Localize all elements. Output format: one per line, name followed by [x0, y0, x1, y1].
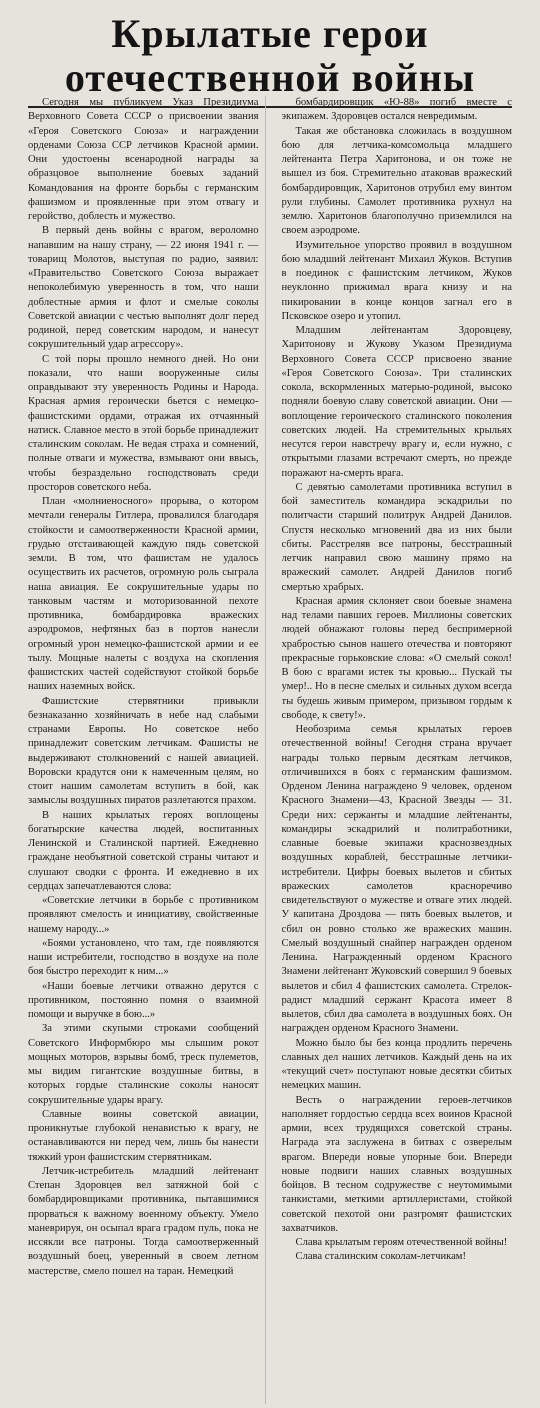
article-paragraph: Сегодня мы публикуем Указ Президиума Верховного Совета СССР о присвоении звания «Героя Советского Союза» и награждении орденами Союза ССР летчиков Красной армии. Они удостоены всенародной награды за образцовое выполнение боевых заданий Командования на фронте борьбы с германским фашизмом и проявленные при этом отвагу и геройство, доблесть и мужество. — [28, 97, 259, 222]
article-paragraph: Слава сталинским соколам-летчикам! — [295, 1251, 467, 1263]
article-paragraph: «Наши боевые летчики отважно дерутся с противником, постоянно помня о взаимной помощи и выручке в бою...» — [28, 980, 259, 1020]
article-paragraph: Необозрима семья крылатых героев отечественной войны! Сегодня страна вручает награды только первым десяткам летчиков, отличившихся в боях с германским фашизмом. Орденом Ленина награждено 9 человек, орденом Красного Знамени—43, Красной Звезды — 31. Среди них: сержанты и младшие лейтенанты, командиры эскадрилий и политработники, славные боевые экипажи краснозвездных воздушных кораблей, бесстрашные летчики-истребители. Цифры боевых вылетов и сбитых вражеских самолетов красноречиво свидетельствуют о мужестве и отваге этих людей. У капитана Дроздова — пять боевых вылетов, и сбил он ровно столько же вражеских машин. Смелый воздушный снайпер награжден орденом Ленина. Награжденный орденом Красного Знамени лейтенант Жуковский совершил 9 боевых вылетов и сбил 4 фашистских самолета. Стрелок-радист младший сержант Красота имеет 8 вылетов, сбил два самолета в воздушных боях. Он награжден орденом Красного Знамени. — [281, 724, 512, 1035]
article-paragraph: Весть о награждении героев-летчиков наполняет гордостью сердца всех воинов Красной армии, всех трудящихся советской страны. Награда эта заслужена в битвах с озверелым врагом. Впереди новые упорные бои. Впереди новые подвиги наших славных воздушных бойцов. В тесном содружестве с неутомимыми танкистами, меткими артиллеристами, стойкой советской пехотой они разгромят фашистских захватчиков. — [281, 1094, 512, 1234]
article-paragraph: «Советские летчики в борьбе с противником проявляют смелость и инициативу, свойственные нашему народу...» — [28, 895, 259, 935]
article-paragraph: Фашистские стервятники привыкли безнаказанно хозяйничать в небе над слабыми странами Европы. Но советское небо принадлежит советским летчикам. Фашисты не выдерживают столкновений с нашей авиацией. Воровски крадутся они к намеченным целям, но стоит нашим самолетам вступить в бой, как замыслы воздушных пиратов разлетаются прахом. — [28, 695, 259, 807]
article-paragraph: В первый день войны с врагом, вероломно напавшим на нашу страну, — 22 июня 1941 г. — товарищ Молотов, выступая по радио, заявил: «Правительство Советского Союза выражает непоколебимую уверенность в том, что наши доблестные армия и флот и смелые соколы Советской авиации с честью выполнят долг перед родиной, перед советским народом, и нанесут сокрушительный удар агрессору». — [28, 225, 259, 351]
article-paragraph: Изумительное упорство проявил в воздушном бою младший лейтенант Михаил Жуков. Вступив в поединок с фашистским летчиком, Жуков неуклонно прижимал врага книзу и на пикировании в конце концов загнал его в Псковское озеро и утопил. — [281, 239, 512, 322]
title-line-2: отечественной войны — [64, 55, 476, 100]
article-paragraph: «Боями установлено, что там, где появляются наши истребители, господство в воздухе на поле боя быстро переходит к ним...» — [28, 937, 259, 978]
article-body — [28, 96, 518, 1404]
right-column — [282, 96, 519, 1404]
article-paragraph: Можно было бы без конца продлить перечень славных дел наших летчиков. Каждый день на их «текущий счет» поступают новые десятки сбитых немецких машин. — [281, 1037, 512, 1092]
article-title — [0, 0, 540, 100]
article-paragraph: План «молниеносного» прорыва, о котором мечтали генералы Гитлера, провалился благодаря стойкости и самоотверженности Красной армии, грудью отстаивающей каждую пядь советской земли. В том, что фашистам не удалось осуществить их расчетов, огромную роль сыграла наша авиация. Ее сокрушительные удары по танковым частям и моторизованной пехоте противника, бомбардировка вражеских аэродромов, нефтяных баз в портов нанесли огромный урон немецко-фашистской армии и ее тылу. Мощные налеты с воздуха на скопления фашистских частей содействуют стойкой борьбе наших наземных войск. — [28, 496, 259, 693]
article-paragraph: Младшим лейтенантам Здоровцеву, Харитонову и Жукову Указом Президиума Верховного Совета СССР присвоено звание «Героя Советского Союза». Три сталинских сокола, вскормленных матерью-родиной, высоко подняли боевую славу советской авиации. Они — воплощение героического сталинского поколения советских людей. На стремительных крыльях несутся герои навстречу врагу и, если нужно, с открытыми глазами встречают смерть, но прежде поражают на-смерть врага. — [281, 325, 512, 479]
article-paragraph: Славные воины советской авиации, проникнутые глубокой ненавистью к врагу, не останавливаются ни перед чем, лишь бы нанести тяжкий урон фашистским стервятникам. — [28, 1108, 259, 1163]
left-column — [28, 96, 266, 1404]
article-paragraph: Слава крылатым героям отечественной войны! — [295, 1237, 508, 1248]
article-paragraph: С девятью самолетами противника вступил в бой заместитель командира эскадрильи по политчасти старший политрук Андрей Данилов. Спустя несколько мгновений два из них были сбиты. Расстреляв все патроны, бесстрашный летчик направил свою машину прямо на вражеский самолет. Андрей Данилов погиб смертью храбрых. — [281, 481, 512, 593]
article-paragraph: бомбардировщик «Ю-88» погиб вместе с экипажем. Здоровцев остался невредимым. — [281, 97, 512, 123]
article-paragraph: С той поры прошло немного дней. Но они показали, что наши вооруженные силы оправдывают эту уверенность Родины и Народа. Красная армия героически бьется с немецко-фашистскими ордами, отражая их отчаянный натиск. Славное место в этой борьбе принадлежит сталинским соколам. Не ведая страха и сомнений, полные отваги и мужества, взмывают они ввысь, чтобы безраздельно господствовать среди просторов советского неба. — [28, 353, 259, 493]
title-line-1: Крылатые герои — [111, 11, 429, 56]
article-paragraph: В наших крылатых героях воплощены богатырские качества людей, воспитанных Ленинской и Сталинской партией. Ежедневно граждане необъятной советской страны читают и слушают сводки с фронта. И ежедневно в их сердцах запечатлеваются слова: — [28, 809, 259, 892]
article-paragraph: Красная армия склоняет свои боевые знамена над телами павших героев. Миллионы советских людей обнажают головы перед беспримерной храбростью сынов нашего отечества и повторяют прекрасные горьковские слова: «О смелый сокол! В бою с врагами истек ты кровью... Пускай ты умер!.. Но в песне смелых и сильных духом всегда ты будешь живым примером, призывом гордым к свободе, к свету!». — [281, 595, 512, 721]
article-paragraph: Летчик-истребитель младший лейтенант Степан Здоровцев вел затяжной бой с бомбардировщиками противника, пытавшимися прорваться к важному военному объекту. Умело маневрируя, он осыпал врага градом пуль, пока не иссякли все патроны. Тогда самоотверженный воздушный боец, уверенный в своем летном мастерстве, смело пошел на таран. Немецкий — [28, 1165, 259, 1277]
article-paragraph: Такая же обстановка сложилась в воздушном бою для летчика-комсомольца младшего лейтенанта Петра Харитонова, и он тоже не вышел из боя. Стремительно атаковав вражеский бомбардировщик, Харитонов отрубил ему винтом рули глубины. Самолет противника рухнул на землю. Харитонов благополучно приземлился на своем аэродроме. — [281, 125, 512, 237]
article-paragraph: За этими скупыми строками сообщений Советского Информбюро мы слышим рокот мощных моторов, взрывы бомб, треск пулеметов, мы видим гигантские воздушные битвы, в которых гордые сталинские соколы наносят сокрушительные удары врагу. — [28, 1023, 259, 1106]
